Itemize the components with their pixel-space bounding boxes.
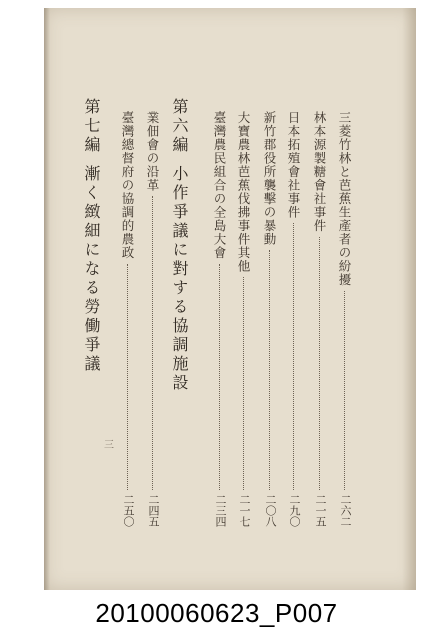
toc-entry — [310, 111, 328, 527]
toc-entry — [118, 111, 136, 527]
toc-entry-page: 二一七 — [238, 494, 251, 527]
dot-leader — [219, 264, 220, 491]
toc-entry — [210, 111, 228, 527]
chapter-heading — [168, 98, 191, 393]
toc-entry-title: 日本拓殖會社事件 — [286, 111, 301, 219]
chapter-heading — [80, 98, 103, 374]
toc-entry-title: 臺灣總督府の協調的農政 — [120, 111, 135, 260]
page-number: 三 — [104, 440, 114, 451]
chapter-title: 漸く緻細になる勞働爭議 — [82, 165, 101, 374]
toc-entry — [234, 111, 252, 527]
dot-leader — [243, 277, 244, 490]
toc-entry-title: 三菱竹林と芭蕉生產者の紛擾 — [337, 111, 352, 287]
document-page — [44, 8, 416, 590]
dot-leader — [293, 223, 294, 490]
toc-entry — [335, 111, 353, 527]
chapter-label: 第六編 — [170, 98, 189, 155]
toc-entry-page: 二五〇 — [122, 494, 135, 527]
dot-leader — [344, 291, 345, 491]
dot-leader — [269, 250, 270, 490]
toc-entry-page: 二一五 — [314, 494, 327, 527]
page-gutter-shadow — [44, 8, 50, 590]
dot-leader — [127, 264, 128, 491]
dot-leader — [319, 237, 320, 491]
toc-entry — [143, 111, 161, 527]
toc-entry-title: 大寶農林芭蕉伐拂事件其他 — [236, 111, 251, 273]
toc-entry-title: 新竹郡役所襲擊の暴動 — [262, 111, 277, 246]
toc-entry — [260, 111, 278, 527]
image-caption: 20100060623_P007 — [95, 598, 338, 628]
toc-entry-title: 臺灣農民組合の全島大會 — [212, 111, 227, 260]
dot-leader — [152, 196, 153, 490]
toc-entry-title: 林本源製糖會社事件 — [312, 111, 327, 233]
chapter-label: 第七編 — [82, 98, 101, 155]
toc-entry — [284, 111, 302, 527]
toc-entry-title: 業佃會の沿革 — [145, 111, 160, 192]
toc-entry-page: 二九〇 — [288, 494, 301, 527]
toc-entry-page: 二六二 — [339, 494, 352, 527]
page-right-edge — [402, 8, 416, 590]
toc-entry-page: 二三四 — [214, 494, 227, 527]
toc-entry-page: 二〇八 — [264, 494, 277, 527]
toc-entry-page: 二四五 — [147, 494, 160, 527]
chapter-title: 小作爭議に對する協調施設 — [170, 165, 189, 393]
